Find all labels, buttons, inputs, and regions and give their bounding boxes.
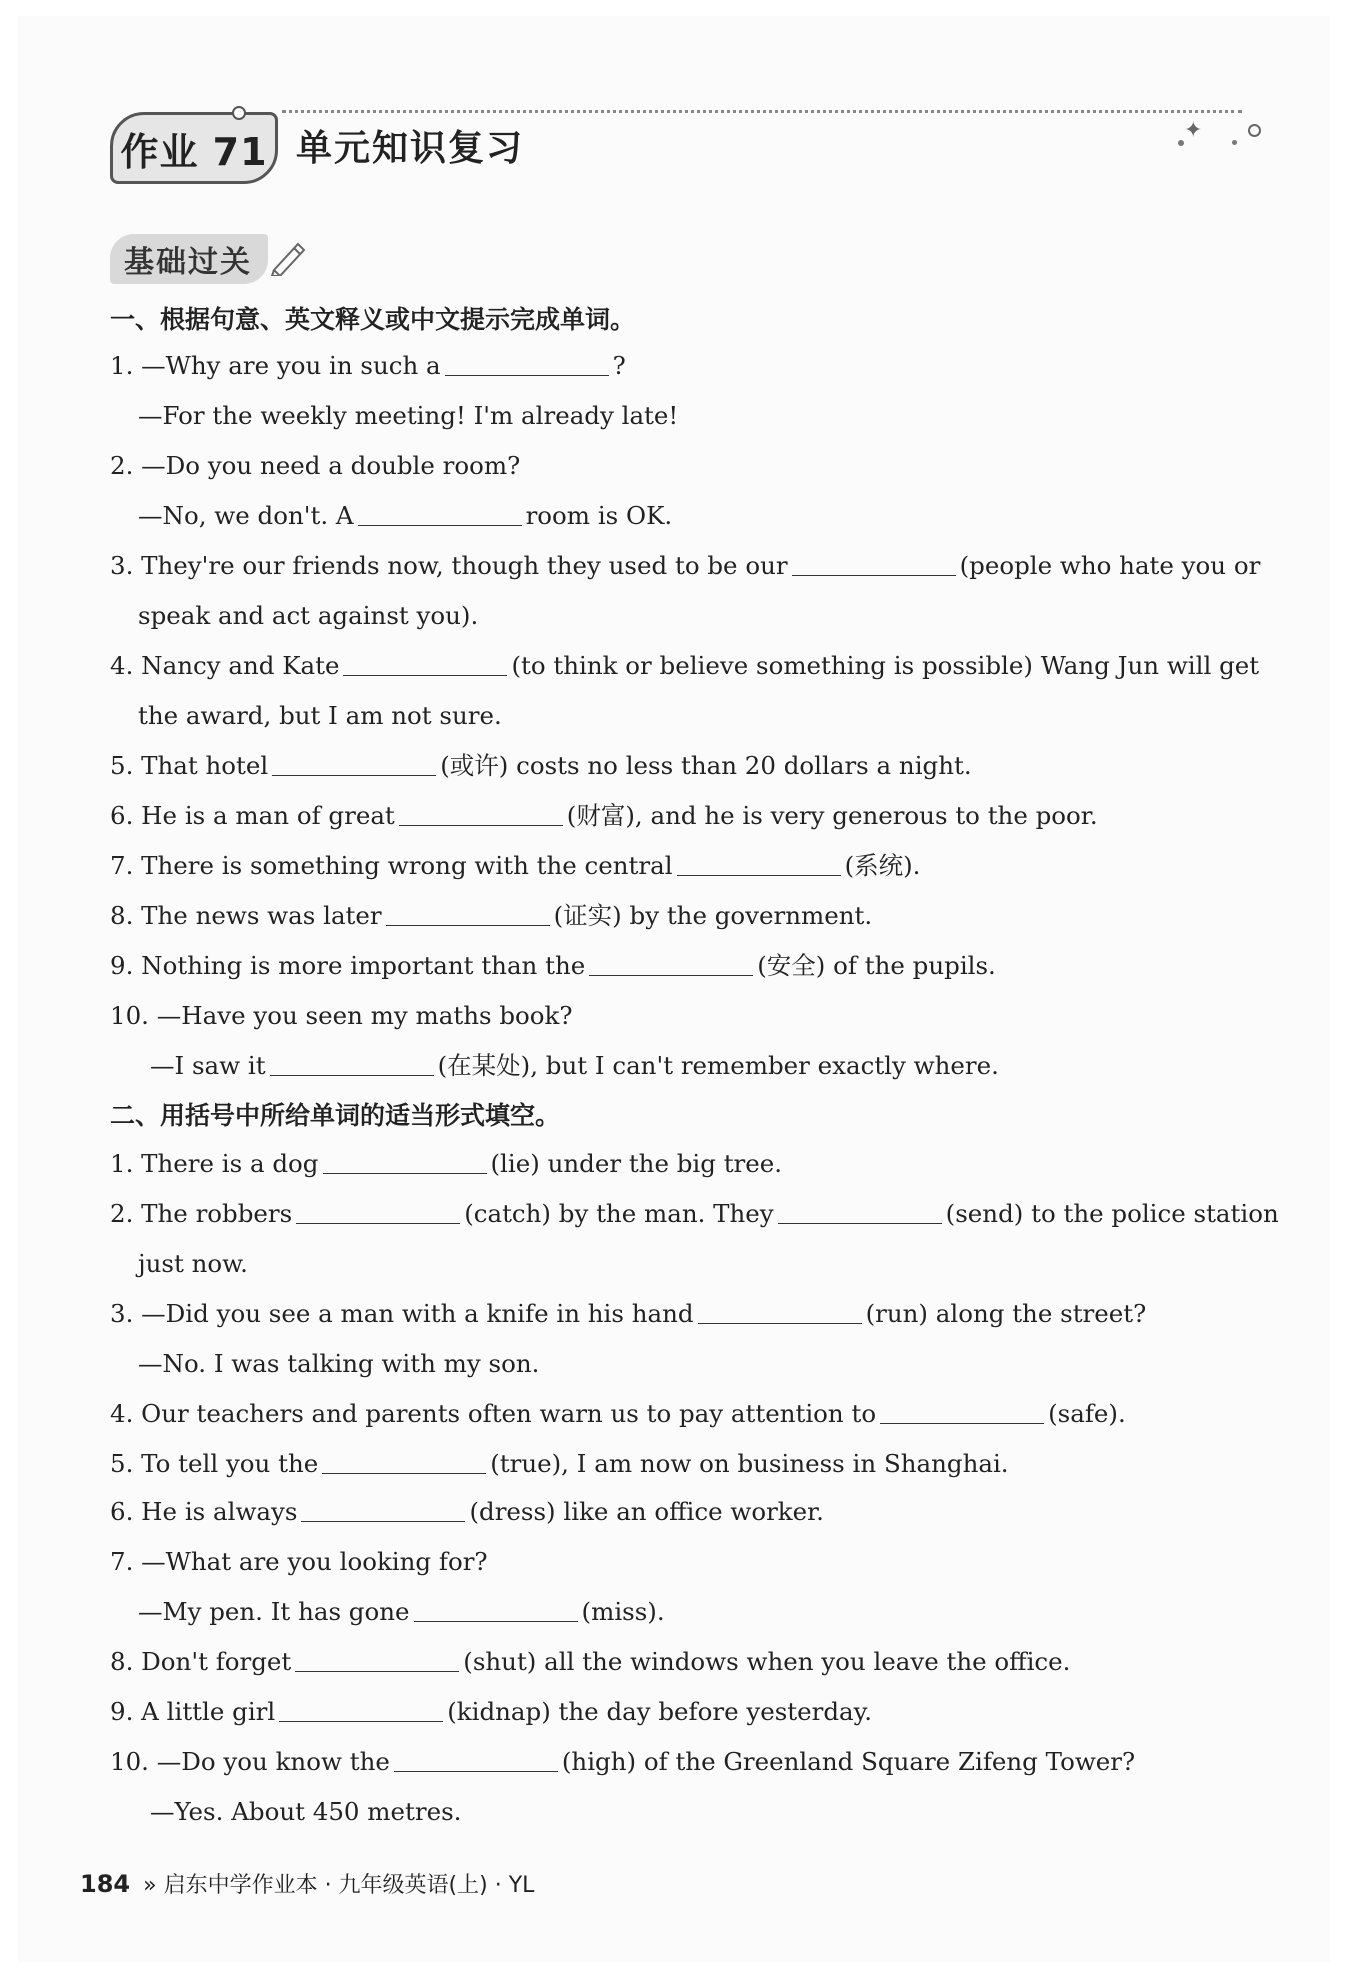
page-title: 单元知识复习	[296, 128, 525, 169]
answer-blank[interactable]	[792, 549, 956, 576]
answer-blank[interactable]	[272, 749, 436, 776]
answer-blank[interactable]	[589, 949, 753, 976]
question-line: 8. The news was later (证实) by the government.	[110, 901, 873, 930]
question-line: —I saw it (在某处), but I can't remember exactly where.	[150, 1051, 999, 1080]
part1-title: 一、根据句意、英文释义或中文提示完成单词。	[110, 305, 636, 334]
page-footer	[80, 1868, 534, 1899]
question-line: 6. He is always (dress) like an office worker.	[110, 1497, 824, 1526]
answer-blank[interactable]	[343, 649, 507, 676]
sparkle-icon: ✦	[1184, 118, 1203, 143]
book-title: 启东中学作业本 · 九年级英语(上) · YL	[163, 1873, 535, 1898]
question-line: —No, we don't. A room is OK.	[138, 501, 673, 530]
answer-blank[interactable]	[323, 1147, 487, 1174]
question-line: just now.	[138, 1249, 248, 1278]
answer-blank[interactable]	[677, 849, 841, 876]
question-line: 10. —Do you know the (high) of the Greenland Square Zifeng Tower?	[110, 1747, 1136, 1776]
answer-blank[interactable]	[698, 1297, 862, 1324]
homework-number-badge: 作业 71	[110, 112, 278, 184]
badge-ring-icon	[232, 106, 246, 120]
question-line: 9. A little girl (kidnap) the day before yesterday.	[110, 1697, 873, 1726]
question-line: 4. Nancy and Kate (to think or believe something is possible) Wang Jun will get	[110, 651, 1260, 680]
page-number: 184	[80, 1870, 131, 1898]
answer-blank[interactable]	[301, 1495, 465, 1522]
question-line: speak and act against you).	[138, 601, 479, 630]
question-line: 7. There is something wrong with the central (系统).	[110, 851, 921, 880]
answer-blank[interactable]	[322, 1447, 486, 1474]
chevron-right-icon: »	[143, 1873, 157, 1898]
answer-blank[interactable]	[295, 1645, 459, 1672]
question-line: 2. —Do you need a double room?	[110, 451, 521, 480]
answer-blank[interactable]	[414, 1595, 578, 1622]
question-line: 8. Don't forget (shut) all the windows when you leave the office.	[110, 1647, 1071, 1676]
question-line: —My pen. It has gone (miss).	[138, 1597, 665, 1626]
answer-blank[interactable]	[778, 1197, 942, 1224]
question-line: 6. He is a man of great (财富), and he is very generous to the poor.	[110, 801, 1098, 830]
question-line: 5. That hotel (或许) costs no less than 20 dollars a night.	[110, 751, 972, 780]
answer-blank[interactable]	[358, 499, 522, 526]
section-tag: 基础过关	[110, 234, 268, 284]
question-line: 4. Our teachers and parents often warn us to pay attention to (safe).	[110, 1399, 1126, 1428]
answer-blank[interactable]	[399, 799, 563, 826]
part2-title: 二、用括号中所给单词的适当形式填空。	[110, 1101, 561, 1130]
question-line: —Yes. About 450 metres.	[150, 1797, 462, 1826]
answer-blank[interactable]	[394, 1745, 558, 1772]
question-line: 3. —Did you see a man with a knife in his hand (run) along the street?	[110, 1299, 1147, 1328]
question-line: the award, but I am not sure.	[138, 701, 502, 730]
question-line: —For the weekly meeting! I'm already late!	[138, 401, 679, 430]
answer-blank[interactable]	[386, 899, 550, 926]
decor-ring-icon	[1248, 124, 1261, 137]
answer-blank[interactable]	[296, 1197, 460, 1224]
question-line: 5. To tell you the (true), I am now on business in Shanghai.	[110, 1449, 1009, 1478]
pencil-icon	[268, 236, 306, 276]
header-dotted-line	[282, 110, 1242, 113]
question-line: 1. There is a dog (lie) under the big tree.	[110, 1149, 783, 1178]
question-line: 2. The robbers (catch) by the man. They (send) to the police station	[110, 1199, 1279, 1228]
question-line: 9. Nothing is more important than the (安全) of the pupils.	[110, 951, 996, 980]
question-line: —No. I was talking with my son.	[138, 1349, 540, 1378]
answer-blank[interactable]	[880, 1397, 1044, 1424]
decor-dot	[1178, 140, 1184, 146]
answer-blank[interactable]	[270, 1049, 434, 1076]
answer-blank[interactable]	[279, 1695, 443, 1722]
decor-dot	[1232, 140, 1237, 145]
question-line: 7. —What are you looking for?	[110, 1547, 488, 1576]
answer-blank[interactable]	[445, 349, 609, 376]
question-line: 3. They're our friends now, though they used to be our (people who hate you or	[110, 551, 1261, 580]
question-line: 1. —Why are you in such a ?	[110, 351, 626, 380]
question-line: 10. —Have you seen my maths book?	[110, 1001, 573, 1030]
